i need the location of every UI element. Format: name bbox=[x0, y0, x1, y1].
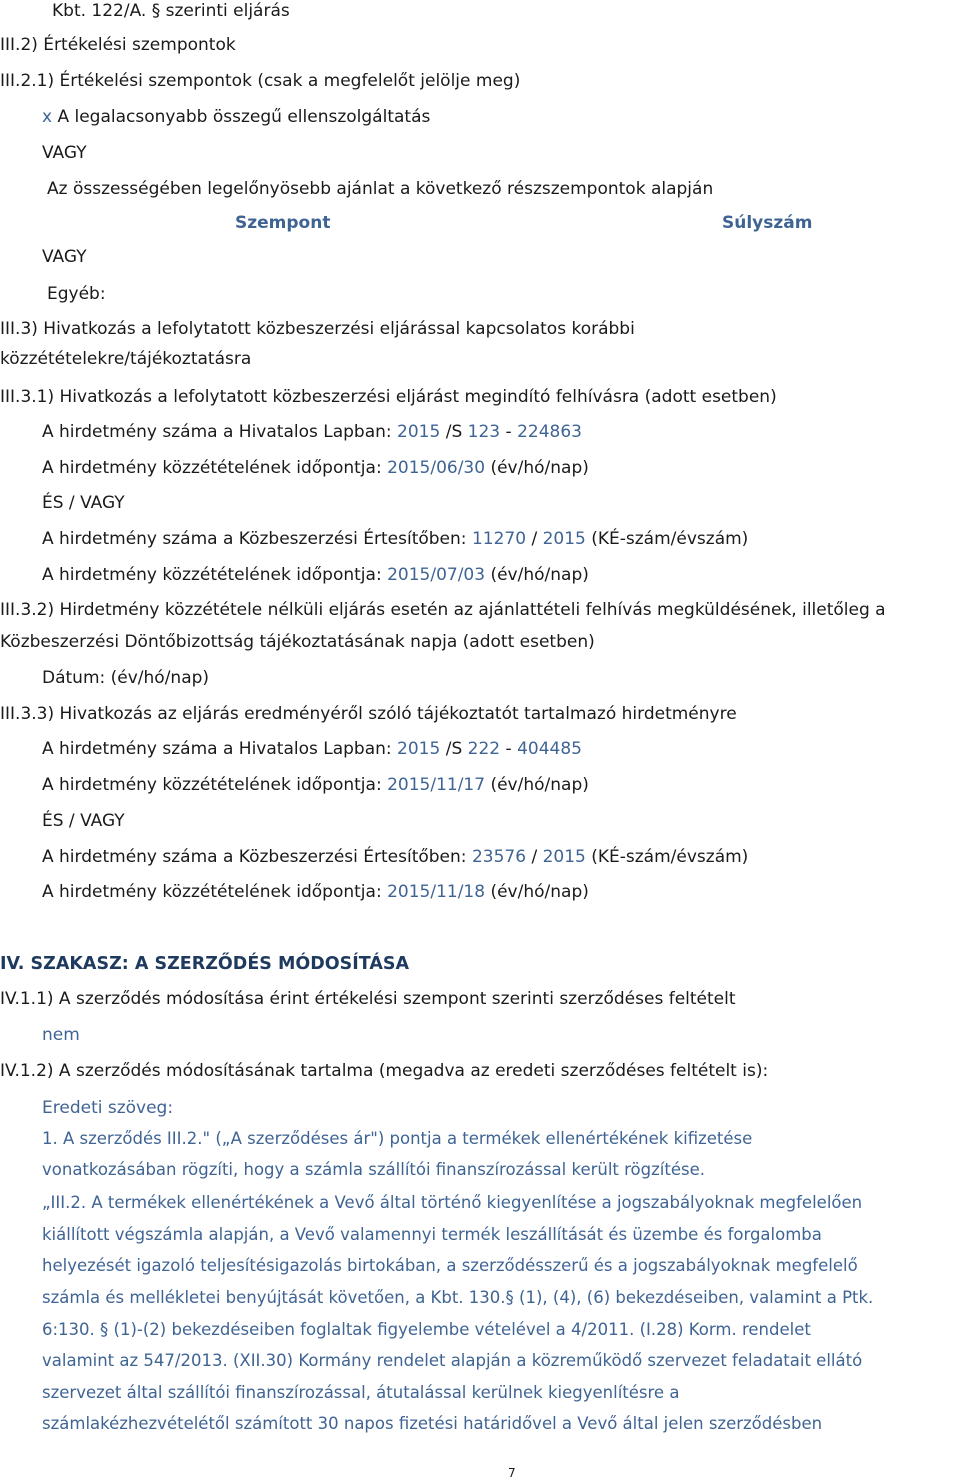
slash: / bbox=[531, 529, 538, 549]
ke-notice-number bbox=[42, 528, 748, 550]
text-line: „III.2. A termékek ellenértékének a Vevő által történő kiegyenlítése a jogszabályoknak megfelelően bbox=[42, 1193, 863, 1212]
field-label: A hirdetmény közzétételének időpontja: bbox=[42, 458, 382, 478]
oj-year: 2015 bbox=[397, 422, 441, 442]
ke-year: 2015 bbox=[542, 847, 586, 867]
ke-format: (KÉ-szám/évszám) bbox=[591, 529, 749, 549]
and-or-separator: ÉS / VAGY bbox=[42, 493, 125, 513]
date-value: 2015/11/18 bbox=[387, 882, 486, 902]
date-value: 2015/11/17 bbox=[387, 775, 486, 795]
selected-mark: x bbox=[42, 107, 53, 127]
ke-number: 11270 bbox=[471, 529, 527, 549]
field-label: A hirdetmény közzétételének időpontja: bbox=[42, 882, 382, 902]
dash: - bbox=[505, 739, 512, 759]
date-format: (év/hó/nap) bbox=[490, 458, 589, 478]
field-label: A hirdetmény száma a Hivatalos Lapban: bbox=[42, 422, 392, 442]
text-line: vonatkozásában rögzíti, hogy a számla szállítói finanszírozással került rögzítése. bbox=[42, 1160, 705, 1179]
oj-issue: 222 bbox=[467, 739, 501, 759]
ke-number: 23576 bbox=[471, 847, 527, 867]
text-line: kiállított végszámla alapján, a Vevő valamennyi termék leszállítását és üzembe és forgalomba bbox=[42, 1225, 822, 1244]
answer-iv-1-1: nem bbox=[42, 1025, 80, 1045]
oj-series: /S bbox=[445, 739, 463, 759]
oj-number: 404485 bbox=[517, 739, 582, 759]
page-number: 7 bbox=[508, 1466, 516, 1480]
text-line: valamint az 547/2013. (XII.30) Kormány rendelet alapján a közreműködő szervezet feladatait ellátó bbox=[42, 1351, 863, 1370]
date-format: (év/hó/nap) bbox=[490, 775, 589, 795]
criterion-lowest-price-label: A legalacsonyabb összegű ellenszolgáltatás bbox=[57, 107, 431, 127]
date-format: (év/hó/nap) bbox=[490, 882, 589, 902]
oj-number: 224863 bbox=[517, 422, 582, 442]
heading-iii-3-2-cont: Közbeszerzési Döntőbizottság tájékoztatásának napja (adott esetben) bbox=[0, 632, 595, 652]
ke-notice-number bbox=[42, 846, 748, 868]
oj-notice-number bbox=[42, 421, 582, 443]
ke-format: (KÉ-szám/évszám) bbox=[591, 847, 749, 867]
field-label: A hirdetmény közzétételének időpontja: bbox=[42, 565, 382, 585]
slash: / bbox=[531, 847, 538, 867]
original-text-label: Eredeti szöveg: bbox=[42, 1098, 174, 1118]
or-separator: VAGY bbox=[42, 143, 87, 163]
heading-iii-3-2: III.3.2) Hirdetmény közzététele nélküli eljárás esetén az ajánlattételi felhívás megküldésének, illetőleg a bbox=[0, 600, 886, 620]
heading-iii-3-cont: közzétételekre/tájékoztatásra bbox=[0, 349, 252, 369]
date-value: 2015/06/30 bbox=[387, 458, 486, 478]
and-or-separator: ÉS / VAGY bbox=[42, 811, 125, 831]
column-header-criterion: Szempont bbox=[235, 213, 331, 233]
criterion-other: Egyéb: bbox=[47, 284, 106, 304]
text-line: 1. A szerződés III.2." („A szerződéses ár") pontja a termékek ellenértékének kifizetése bbox=[42, 1129, 753, 1148]
publication-date bbox=[42, 457, 589, 479]
text-line: helyezését igazoló teljesítésigazolás birtokában, a szerződésszerű és a jogszabályoknak megfelelő bbox=[42, 1256, 858, 1275]
publication-date bbox=[42, 774, 589, 796]
column-header-weight: Súlyszám bbox=[722, 213, 813, 233]
or-separator: VAGY bbox=[42, 247, 87, 267]
oj-year: 2015 bbox=[397, 739, 441, 759]
date-field: Dátum: (év/hó/nap) bbox=[42, 668, 210, 688]
heading-iii-3-3: III.3.3) Hivatkozás az eljárás eredményéről szóló tájékoztatót tartalmazó hirdetményre bbox=[0, 704, 737, 724]
heading-iii-2: III.2) Értékelési szempontok bbox=[0, 35, 236, 55]
ke-year: 2015 bbox=[542, 529, 586, 549]
heading-iv-1-1: IV.1.1) A szerződés módosítása érint értékelési szempont szerinti szerződéses feltételt bbox=[0, 989, 736, 1009]
heading-iii-2-1: III.2.1) Értékelési szempontok (csak a megfelelőt jelölje meg) bbox=[0, 71, 521, 91]
publication-date bbox=[42, 881, 589, 903]
publication-date bbox=[42, 564, 589, 586]
text-line: szervezet által szállítói finanszírozással, átutalással kerülnek kiegyenlítésre a bbox=[42, 1383, 680, 1402]
criterion-best-value: Az összességében legelőnyösebb ajánlat a következő részszempontok alapján bbox=[47, 179, 714, 199]
heading-iv-1-2: IV.1.2) A szerződés módosításának tartalma (megadva az eredeti szerződéses feltételt is): bbox=[0, 1061, 769, 1081]
text-line: számlakézhezvételétől számított 30 napos fizetési határidővel a Vevő által jelen szerződésben bbox=[42, 1414, 823, 1433]
section-iv-title: IV. SZAKASZ: A SZERZŐDÉS MÓDOSÍTÁSA bbox=[0, 954, 410, 974]
text-line: 6:130. § (1)-(2) bekezdéseiben foglaltak figyelembe vételével a 4/2011. (I.28) Korm. rendelet bbox=[42, 1320, 811, 1339]
oj-series: /S bbox=[445, 422, 463, 442]
date-value: 2015/07/03 bbox=[387, 565, 486, 585]
dash: - bbox=[505, 422, 512, 442]
criterion-lowest-price bbox=[42, 106, 430, 128]
date-format: (év/hó/nap) bbox=[490, 565, 589, 585]
procedure-type: Kbt. 122/A. § szerinti eljárás bbox=[52, 1, 290, 21]
field-label: A hirdetmény közzétételének időpontja: bbox=[42, 775, 382, 795]
text-line: számla és mellékletei benyújtását követően, a Kbt. 130.§ (1), (4), (6) bekezdéseiben, valamint a Ptk. bbox=[42, 1288, 874, 1307]
heading-iii-3: III.3) Hivatkozás a lefolytatott közbeszerzési eljárással kapcsolatos korábbi bbox=[0, 319, 635, 339]
field-label: A hirdetmény száma a Közbeszerzési Értesítőben: bbox=[42, 529, 467, 549]
oj-notice-number bbox=[42, 738, 582, 760]
oj-issue: 123 bbox=[467, 422, 501, 442]
heading-iii-3-1: III.3.1) Hivatkozás a lefolytatott közbeszerzési eljárást megindító felhívásra (adott esetben) bbox=[0, 387, 777, 407]
field-label: A hirdetmény száma a Közbeszerzési Értesítőben: bbox=[42, 847, 467, 867]
field-label: A hirdetmény száma a Hivatalos Lapban: bbox=[42, 739, 392, 759]
